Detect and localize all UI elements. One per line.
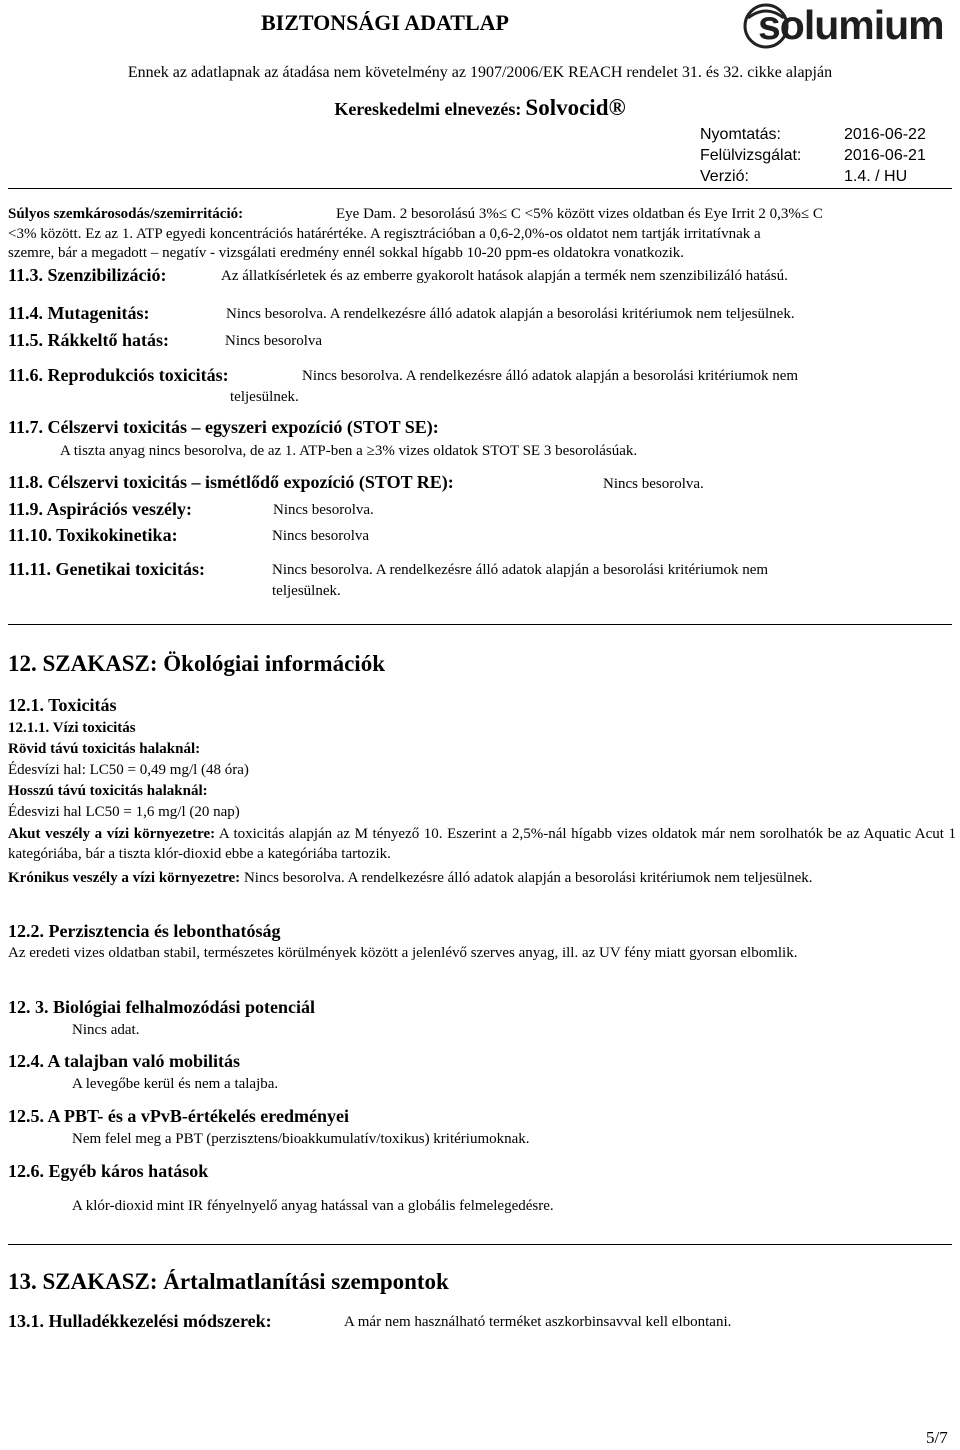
waste-methods-label: 13.1. Hulladékkezelési módszerek:: [8, 1311, 272, 1331]
carcinogenicity-text: Nincs besorolva: [225, 333, 323, 349]
sensitization-label: 11.3. Szenzibilizáció:: [8, 265, 167, 285]
long-term-label: Hosszú távú toxicitás halaknál:: [8, 783, 208, 799]
mobility-heading: 12.4. A talajban való mobilitás: [8, 1051, 241, 1071]
bioaccumulation-heading: 12. 3. Biológiai felhalmozódási potenciál: [8, 997, 316, 1017]
mobility-text: A levegőbe kerül és nem a talajba.: [72, 1076, 279, 1092]
toxicokinetics-label: 11.10. Toxikokinetika:: [8, 525, 178, 545]
sensitization-text: Az állatkísérletek és az emberre gyakorolt hatások alapján a termék nem szenzibilizáló hatású.: [221, 268, 788, 284]
acute-hazard-paragraph: [8, 824, 956, 864]
acute-hazard-label: Akut veszély a vízi környezetre:: [8, 826, 216, 842]
mutagenicity-text: Nincs besorolva. A rendelkezésre álló adatok alapján a besorolási kritériumok nem teljesülnek.: [226, 306, 795, 322]
stot-se-label: 11.7. Célszervi toxicitás – egyszeri expozíció (STOT SE):: [8, 417, 439, 437]
section-13-divider: [8, 1244, 952, 1245]
acute-hazard-text: A toxicitás alapján az M tényező 10. Eszerint a 2,5%-nál hígabb vizes oldatok már nem sorolhatók be az Aquatic Acut 1 kategóriába, bár a tiszta klór-dioxid ebbe a kategóriába tartozik.: [8, 826, 956, 862]
meta-revision-label: Felülvizsgálat:: [700, 147, 802, 164]
meta-version-label: Verzió:: [700, 168, 749, 185]
bioaccumulation-text: Nincs adat.: [72, 1022, 140, 1038]
section-12-title: 12. SZAKASZ: Ökológiai információk: [8, 651, 385, 676]
genetic-toxicity-text-1: Nincs besorolva. A rendelkezésre álló adatok alapján a besorolási kritériumok nem: [272, 562, 769, 578]
page-number: 5/7: [926, 1428, 948, 1447]
eye-irritation-text-2: <3% között. Ez az 1. ATP egyedi koncentrációs határértéke. A regisztrációban a 0,6-2,0%-os oldatot nem tartják irritatívnak a: [8, 226, 761, 242]
section-12-divider: [8, 624, 952, 625]
pbt-heading: 12.5. A PBT- és a vPvB-értékelés eredményei: [8, 1106, 349, 1126]
reproductive-toxicity-text-1: Nincs besorolva. A rendelkezésre álló adatok alapján a besorolási kritériumok nem: [302, 368, 799, 384]
short-term-label: Rövid távú toxicitás halaknál:: [8, 741, 201, 757]
meta-print-value: 2016-06-22: [844, 126, 926, 143]
waste-methods-text: A már nem használható terméket aszkorbinsavval kell elbontani.: [344, 1314, 732, 1330]
chronic-hazard-text: Nincs besorolva. A rendelkezésre álló adatok alapján a besorolási kritériumok nem teljesülnek.: [243, 870, 813, 886]
genetic-toxicity-text-2: teljesülnek.: [272, 583, 341, 599]
trade-name-row: [0, 95, 960, 121]
pbt-text: Nem felel meg a PBT (perzisztens/bioakkumulatív/toxikus) kritériumoknak.: [72, 1131, 530, 1147]
mutagenicity-label: 11.4. Mutagenitás:: [8, 303, 150, 323]
reproductive-toxicity-text-2: teljesülnek.: [230, 389, 299, 405]
document-subtitle: Ennek az adatlapnak az átadása nem követelmény az 1907/2006/EK REACH rendelet 31. és 32. cikke alapján: [127, 64, 833, 81]
trade-name: Solvocid®: [525, 95, 626, 120]
meta-revision-value: 2016-06-21: [844, 147, 926, 164]
stot-re-text: Nincs besorolva.: [603, 476, 704, 492]
aquatic-toxicity-heading: 12.1.1. Vízi toxicitás: [8, 720, 136, 736]
header-divider: [8, 188, 952, 189]
logo-text: solumium: [758, 2, 944, 48]
other-effects-heading: 12.6. Egyéb káros hatások: [8, 1161, 209, 1181]
reproductive-toxicity-label: 11.6. Reprodukciós toxicitás:: [8, 365, 229, 385]
trade-name-label: Kereskedelmi elnevezés:: [334, 99, 522, 119]
meta-version-value: 1.4. / HU: [844, 168, 908, 185]
document-title: BIZTONSÁGI ADATLAP: [261, 10, 509, 35]
aspiration-label: 11.9. Aspirációs veszély:: [8, 499, 192, 519]
long-term-text: Édesvizi hal LC50 = 1,6 mg/l (20 nap): [8, 804, 240, 820]
section-13-title: 13. SZAKASZ: Ártalmatlanítási szempontok: [8, 1269, 449, 1294]
stot-se-text: A tiszta anyag nincs besorolva, de az 1. ATP-ben a ≥3% vizes oldatok STOT SE 3 besorolásúak.: [60, 443, 638, 459]
aspiration-text: Nincs besorolva.: [273, 502, 374, 518]
chronic-hazard-paragraph: [8, 868, 956, 888]
eye-irritation-label: Súlyos szemkárosodás/szemirritáció:: [8, 206, 244, 222]
genetic-toxicity-label: 11.11. Genetikai toxicitás:: [8, 559, 205, 579]
eye-irritation-text-1: Eye Dam. 2 besorolású 3%≤ C <5% között vizes oldatban és Eye Irrit 2 0,3%≤ C: [336, 206, 823, 222]
meta-print-label: Nyomtatás:: [700, 126, 781, 143]
chronic-hazard-label: Krónikus veszély a vízi környezetre:: [8, 870, 241, 886]
other-effects-text: A klór-dioxid mint IR fényelnyelő anyag hatással van a globális felmelegedésre.: [72, 1198, 554, 1214]
toxicity-heading: 12.1. Toxicitás: [8, 695, 117, 715]
persistence-heading: 12.2. Perzisztencia és lebonthatóság: [8, 921, 281, 941]
stot-re-label: 11.8. Célszervi toxicitás – ismétlődő expozíció (STOT RE):: [8, 472, 454, 492]
toxicokinetics-text: Nincs besorolva: [272, 528, 370, 544]
persistence-text: Az eredeti vizes oldatban stabil, természetes körülmények között a jelenlévő szerves anyag, ill. az UV fény miatt gyorsan elbomlik.: [8, 945, 798, 961]
eye-irritation-text-3: szemre, bár a megadott – negatív - vizsgálati eredmény ennél sokkal hígabb 10-20 ppm-es oldatokra vonatkozik.: [8, 245, 685, 261]
carcinogenicity-label: 11.5. Rákkeltő hatás:: [8, 330, 170, 350]
short-term-text: Édesvízi hal: LC50 = 0,49 mg/l (48 óra): [8, 762, 249, 778]
